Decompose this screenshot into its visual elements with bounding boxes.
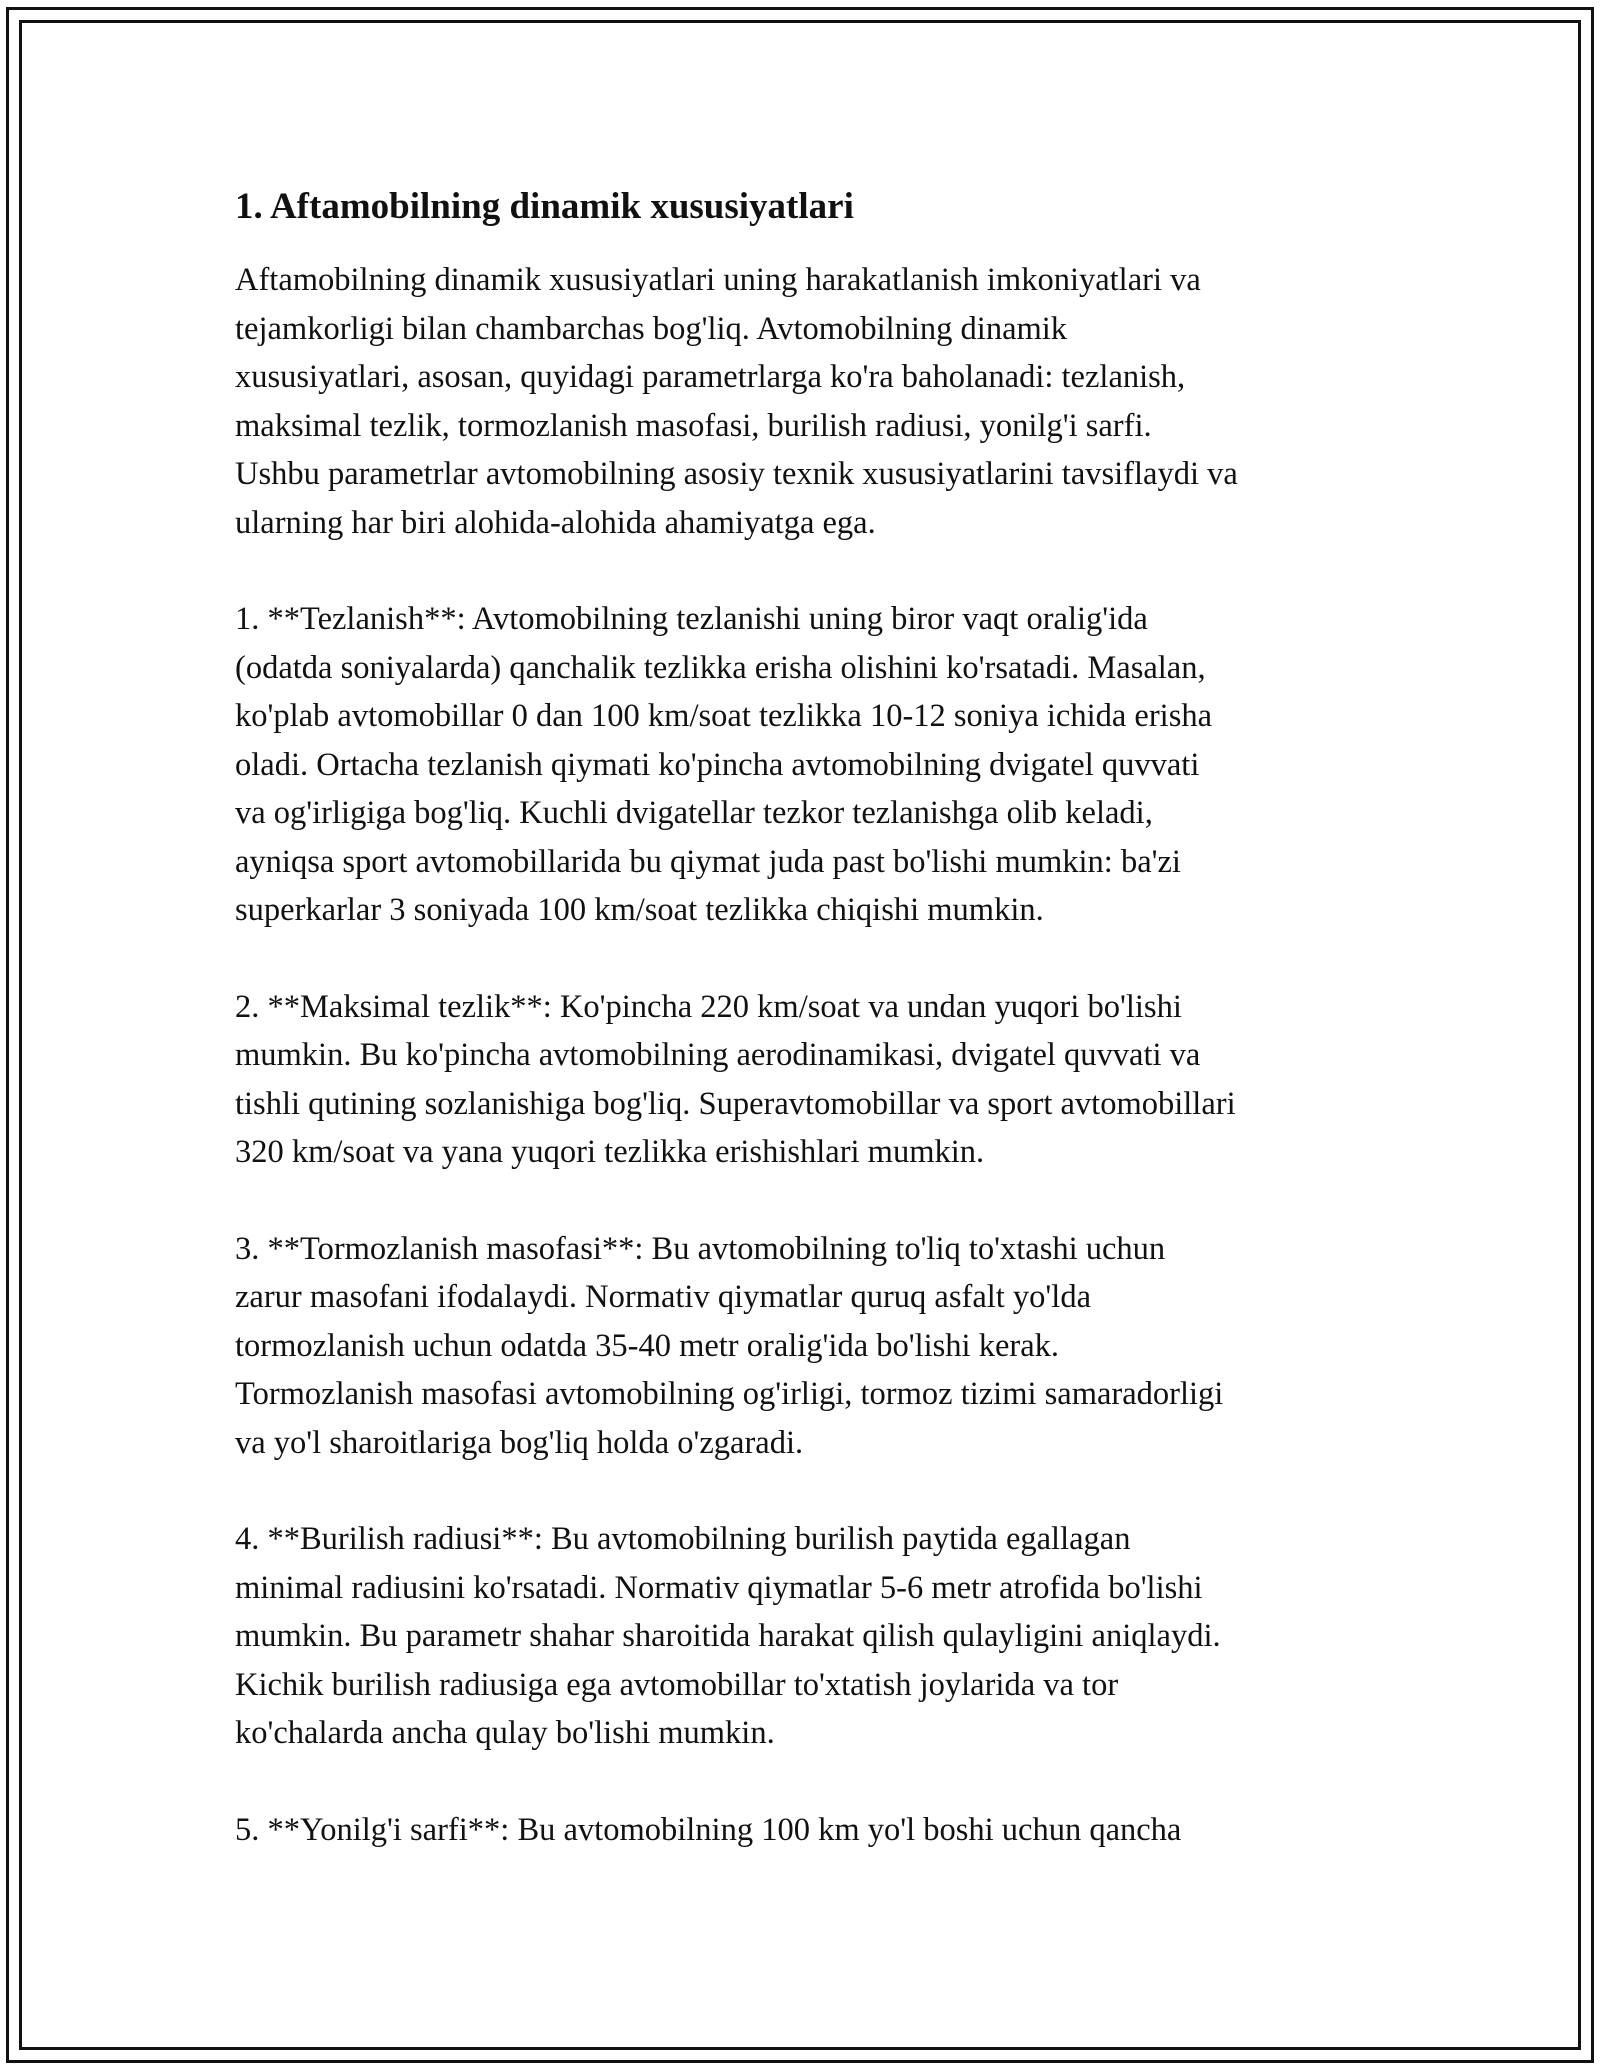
text-line: 320 km/soat va yana yuqori tezlikka erishishlari mumkin.: [235, 1134, 985, 1170]
text-line: ko'chalarda ancha qulay bo'lishi mumkin.: [235, 1715, 775, 1751]
text-line: va yo'l sharoitlariga bog'liq holda o'zgaradi.: [235, 1424, 804, 1461]
text-line: maksimal tezlik, tormozlanish masofasi, burilish radiusi, yonilg'i sarfi.: [235, 407, 1152, 444]
text-line: tejamkorligi bilan chambarchas bog'liq. Avtomobilning dinamik: [235, 310, 1068, 347]
item-acceleration-paragraph: [235, 595, 1385, 935]
text-line: 5. **Yonilg'i sarfi**: Bu avtomobilning 100 km yo'l boshi uchun qancha: [235, 1811, 1182, 1848]
text-line: mumkin. Bu parametr shahar sharoitida harakat qilish qulayligini aniqlaydi.: [235, 1618, 1221, 1654]
text-line: Tormozlanish masofasi avtomobilning og'irligi, tormoz tizimi samaradorligi: [235, 1376, 1224, 1412]
text-line: mumkin. Bu ko'pincha avtomobilning aerodinamikasi, dvigatel quvvati va: [235, 1037, 1201, 1073]
intro-paragraph: [235, 256, 1385, 547]
text-line: xususiyatlari, asosan, quyidagi parametrlarga ko'ra baholanadi: tezlanish,: [235, 359, 1186, 395]
text-line: tishli qutining sozlanishiga bog'liq. Superavtomobillar va sport avtomobillari: [235, 1085, 1236, 1122]
text-line: superkarlar 3 soniyada 100 km/soat tezlikka chiqishi mumkin.: [235, 892, 1044, 928]
text-line: 3. **Tormozlanish masofasi**: Bu avtomobilning to'liq to'xtashi uchun: [235, 1230, 1166, 1267]
text-line: 4. **Burilish radiusi**: Bu avtomobilning burilish paytida egallagan: [235, 1521, 1131, 1557]
text-line: (odatda soniyalarda) qanchalik tezlikka erisha olishini ko'rsatadi. Masalan,: [235, 649, 1206, 686]
text-line: ularning har biri alohida-alohida ahamiyatga ega.: [235, 504, 876, 541]
text-line: va og'irligiga bog'liq. Kuchli dvigatellar tezkor tezlanishga olib keladi,: [235, 795, 1153, 831]
text-line: ko'plab avtomobillar 0 dan 100 km/soat tezlikka 10-12 soniya ichida erisha: [235, 698, 1213, 734]
section-heading: 1. Aftamobilning dinamik xususiyatlari: [235, 186, 854, 227]
document-body: [235, 182, 1385, 1902]
text-line: zarur masofani ifodalaydi. Normativ qiymatlar quruq asfalt yo'lda: [235, 1279, 1091, 1315]
text-line: tormozlanish uchun odatda 35-40 metr oralig'ida bo'lishi kerak.: [235, 1327, 1060, 1364]
text-line: Aftamobilning dinamik xususiyatlari uning harakatlanish imkoniyatlari va: [235, 262, 1201, 298]
item-braking-distance-paragraph: [235, 1225, 1385, 1468]
text-line: oladi. Ortacha tezlanish qiymati ko'pincha avtomobilning dvigatel quvvati: [235, 746, 1200, 783]
text-line: minimal radiusini ko'rsatadi. Normativ qiymatlar 5-6 metr atrofida bo'lishi: [235, 1569, 1203, 1606]
item-max-speed-paragraph: [235, 983, 1385, 1177]
text-line: ayniqsa sport avtomobillarida bu qiymat juda past bo'lishi mumkin: ba'zi: [235, 843, 1181, 880]
item-turning-radius-paragraph: [235, 1515, 1385, 1758]
text-line: 1. **Tezlanish**: Avtomobilning tezlanishi uning biror vaqt oralig'ida: [235, 601, 1148, 637]
text-line: Kichik burilish radiusiga ega avtomobillar to'xtatish joylarida va tor: [235, 1666, 1119, 1703]
text-line: 2. **Maksimal tezlik**: Ko'pincha 220 km/soat va undan yuqori bo'lishi: [235, 988, 1182, 1025]
text-line: Ushbu parametrlar avtomobilning asosiy texnik xususiyatlarini tavsiflaydi va: [235, 456, 1238, 492]
item-fuel-consumption-paragraph: [235, 1806, 1385, 1855]
